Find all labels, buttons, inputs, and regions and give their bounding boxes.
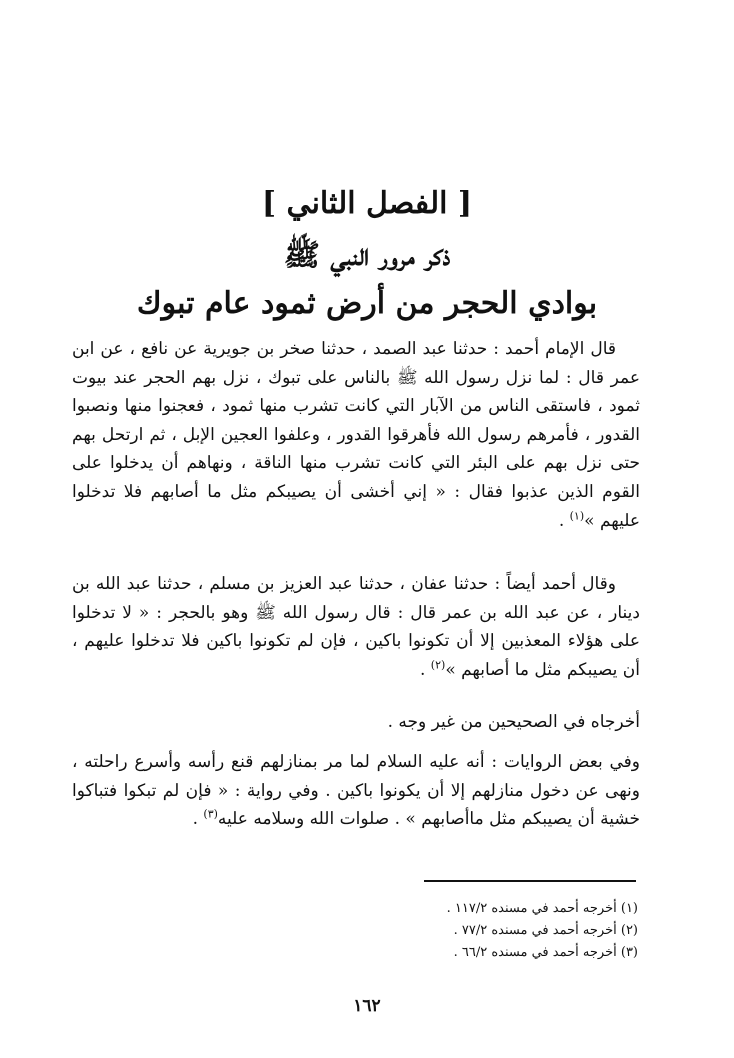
- footnote-ref-1: (١): [569, 508, 585, 522]
- paragraph-4-end: .: [192, 809, 204, 830]
- footnotes: [300, 898, 638, 964]
- footnote-1: (١) أخرجه أحمد في مسنده ١١٧/٢ .: [446, 901, 638, 916]
- footnote-3: (٣) أخرجه أحمد في مسنده ٦٦/٢ .: [453, 945, 638, 960]
- paragraph-3: [72, 708, 640, 737]
- paragraph-2: [72, 570, 640, 684]
- footnote-ref-3: (٣): [203, 807, 218, 821]
- paragraph-4: [72, 748, 640, 834]
- paragraph-1-end: .: [558, 510, 570, 531]
- paragraph-1: [72, 335, 640, 535]
- paragraph-2-text: وقال أحمد أيضاً : حدثنا عفان ، حدثنا عبد العزيز بن مسلم ، حدثنا عبد الله بن دينار ، عن عبد الله بن عمر قال : قال رسول الله ﷺ وهو بالحجر : « لا تدخلوا على هؤلاء المعذبين إلا أن تكونوا باكين ، فإن لم تكونوا باكين فلا تدخلوا عليهم ، أن يصيبكم مثل ما أصابهم »: [72, 574, 640, 680]
- chapter-label: [ الفصل الثاني ]: [261, 186, 473, 221]
- chapter-title-line2: بوادي الحجر من أرض ثمود عام تبوك: [136, 286, 598, 321]
- paragraph-3-text: أخرجاه في الصحيحين من غير وجه .: [387, 712, 640, 732]
- footnote-divider: [424, 880, 636, 882]
- paragraph-2-end: .: [419, 659, 431, 680]
- chapter-title-line1: ذكر مرور النبي ﷺ: [283, 238, 451, 273]
- footnote-2: (٢) أخرجه أحمد في مسنده ٧٧/٢ .: [453, 923, 638, 938]
- paragraph-1-text: قال الإمام أحمد : حدثنا عبد الصمد ، حدثنا صخر بن جويرية عن نافع ، عن ابن عمر قال : لما نزل رسول الله ﷺ بالناس على تبوك ، نزل بهم الحجر عند بيوت ثمود ، فاستقى الناس من الآبار التي كانت تشرب منها ثمود ، فعجنوا منها ونصبوا القدور ، فأمرهم رسول الله فأهرقوا القدور ، وعلفوا العجين الإبل ، ثم ارتحل بهم حتى نزل بهم على البئر التي كانت تشرب منها الناقة ، ونهاهم أن يدخلوا على القوم الذين عذبوا فقال : « إني أخشى أن يصيبكم مثل ما أصابهم فلا تدخلوا عليهم »: [72, 339, 640, 531]
- paragraph-4-text: وفي بعض الروايات : أنه عليه السلام لما مر بمنازلهم قنع رأسه وأسرع راحلته ، ونهى عن دخول منازلهم إلا أن يكونوا باكين . وفي رواية : « فإن لم تبكوا فتباكوا خشية أن يصيبكم مثل ماأصابهم » . صلوات الله وسلامه عليه: [72, 752, 640, 830]
- footnote-ref-2: (٢): [430, 658, 446, 672]
- page-number: ١٦٢: [353, 996, 381, 1016]
